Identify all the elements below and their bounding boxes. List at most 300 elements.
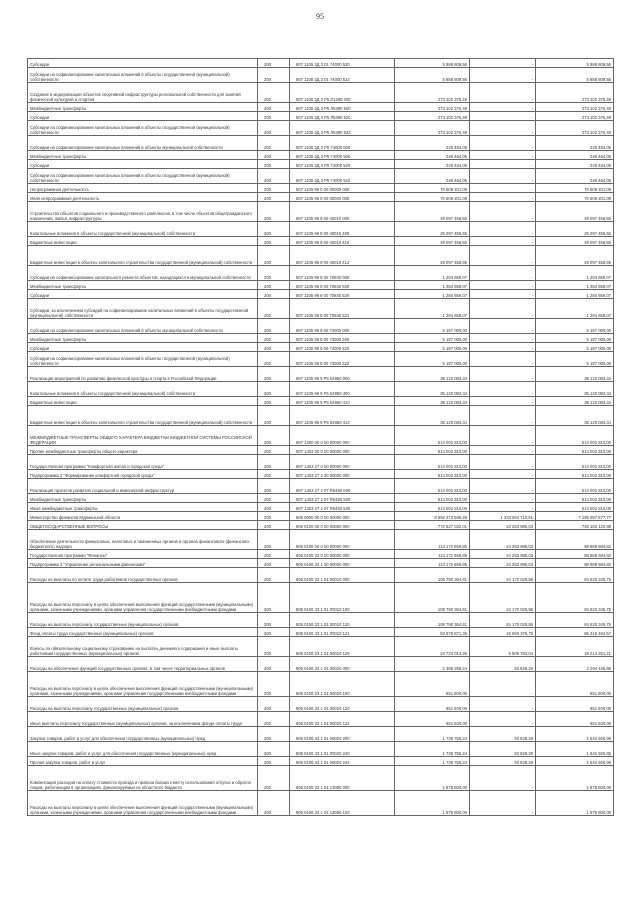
row-classification-code: 807 1105 2Д 3 Р5 Л5390 520 [290, 112, 395, 121]
row-approved-amount: 1 875 600,00 [395, 791, 470, 816]
row-approved-amount: 1 284 659,07 [395, 266, 470, 281]
row-classification-code: 807 1105 99 9 P5 54950 000 [290, 367, 395, 382]
row-line-code: 200 [258, 103, 290, 112]
row-executed-amount: - [470, 479, 536, 494]
row-name: Создание и модернизация объектов спортивной инфраструктуры региональной собственности для занятий физической культурой и спортом [28, 83, 258, 103]
row-executed-amount: - [470, 136, 536, 151]
row-name: Субсидии на софинансирование капитальных вложений в объекты муниципальной собственности [28, 136, 258, 151]
row-executed-amount: - [470, 352, 536, 367]
row-classification-code: 806 0106 33 1 01 00010 129 [290, 637, 395, 657]
row-approved-amount: 514 002 810,00 [395, 470, 470, 479]
page-number: 95 [316, 12, 324, 21]
row-executed-amount: - [470, 503, 536, 512]
row-classification-code: 807 1105 99 9 00 70840 000 [290, 266, 395, 281]
row-approved-amount: 273 102 376,49 [395, 121, 470, 136]
table-row [28, 637, 614, 657]
row-classification-code: 807 1403 27 2 07 R5450 000 [290, 479, 395, 494]
row-name: Субсидии [28, 160, 258, 169]
row-approved-amount: 273 102 376,49 [395, 112, 470, 121]
row-name: Субсидии, за исключением субсидий на софинансирование капитальных вложений в объекты государственной (муниципальной) собственности [28, 299, 258, 319]
row-name: Расходы на выплаты персоналу в целях обеспечения выполнения функций государственными (муниципальными) органами, казенными учреждениями, органами управления государственными внебюджетными фондами [28, 672, 258, 697]
row-unexecuted-amount: 226 484,05 [536, 151, 614, 160]
row-approved-amount: 35 120 083,34 [395, 406, 470, 426]
row-name: Бюджетные инвестиции [28, 397, 258, 406]
row-line-code: 200 [258, 446, 290, 455]
row-approved-amount: 24 724 013,25 [395, 637, 470, 657]
row-executed-amount: - [470, 334, 536, 343]
row-executed-amount: - [470, 446, 536, 455]
row-name: Межбюджетные трансферты [28, 281, 258, 290]
row-line-code: 200 [258, 112, 290, 121]
table-row [28, 136, 614, 151]
row-line-code: 200 [258, 367, 290, 382]
row-unexecuted-amount: 1 875 600,00 [536, 766, 614, 791]
row-name: Субсидии [28, 343, 258, 352]
row-line-code: 200 [258, 455, 290, 470]
row-unexecuted-amount: 1 284 659,07 [536, 281, 614, 290]
row-executed-amount: - [470, 382, 536, 397]
row-classification-code: 807 1403 27 2 00 00000 000 [290, 470, 395, 479]
row-unexecuted-amount: 5 888 809,56 [536, 59, 614, 68]
row-line-code: 200 [258, 246, 290, 266]
row-unexecuted-amount: 7 199 087 877,77 [536, 512, 614, 521]
budget-report-sheet [27, 58, 613, 816]
row-executed-amount: 93 828,29 [470, 657, 536, 672]
row-approved-amount: 226 484,05 [395, 169, 470, 184]
row-classification-code: 807 1105 2Д 3 Р5 74000 500 [290, 151, 395, 160]
row-name: Субсидии на софинансирование капитальных вложений в объекты государственной (муниципальной) собственности [28, 68, 258, 83]
row-unexecuted-amount: 29 097 456,65 [536, 237, 614, 246]
row-executed-amount: - [470, 184, 536, 193]
table-row [28, 299, 614, 319]
table-row [28, 727, 614, 742]
row-executed-amount: - [470, 343, 536, 352]
row-executed-amount: 24 283 985,03 [470, 559, 536, 568]
row-classification-code: 806 0100 00 0 00 00000 000 [290, 521, 395, 530]
row-classification-code: 806 0106 33 1 00 00000 000 [290, 559, 395, 568]
row-line-code: 200 [258, 530, 290, 550]
row-classification-code: 806 0106 33 1 01 00020 240 [290, 742, 395, 757]
row-unexecuted-amount: 5 187 000,00 [536, 343, 614, 352]
row-executed-amount: 24 283 985,03 [470, 530, 536, 550]
row-unexecuted-amount: 35 120 083,34 [536, 397, 614, 406]
row-line-code: 200 [258, 397, 290, 406]
row-executed-amount: - [470, 281, 536, 290]
row-classification-code: 807 1105 99 9 00 00000 000 [290, 193, 395, 202]
row-name: Расходы на выплаты персоналу в целях обеспечения выполнения функций государственными (муниципальными) органами, казенными учреждениями, органами управления государственными внебюджетными фондами [28, 791, 258, 816]
row-line-code: 200 [258, 657, 290, 672]
row-executed-amount: 24 283 985,03 [470, 521, 536, 530]
row-executed-amount: - [470, 367, 536, 382]
row-unexecuted-amount: 273 102 376,49 [536, 121, 614, 136]
table-row [28, 426, 614, 446]
row-classification-code: 806 0106 33 1 01 13080 100 [290, 791, 395, 816]
row-executed-amount: - [470, 791, 536, 816]
row-executed-amount: - [470, 470, 536, 479]
row-line-code: 200 [258, 202, 290, 222]
row-classification-code: 806 0106 00 0 00 00000 000 [290, 530, 395, 550]
row-executed-amount: - [470, 672, 536, 697]
row-name: Расходы на выплаты персоналу в целях обеспечения выполнения функций государственными (муниципальными) органами, казенными учреждениями, органами управления государственными внебюджетными фондами [28, 583, 258, 613]
row-classification-code: 807 1105 99 9 00 74000 500 [290, 334, 395, 343]
row-name: Обеспечение деятельности финансовых, налоговых и таможенных органов и органов финансового (финансово-бюджетного) надзора [28, 530, 258, 550]
row-executed-amount: - [470, 112, 536, 121]
row-line-code: 200 [258, 237, 290, 246]
row-name: Расходы на обеспечение функций государственных органов, в том числе территориальных органов [28, 657, 258, 672]
row-line-code: 200 [258, 334, 290, 343]
row-unexecuted-amount: 226 484,05 [536, 160, 614, 169]
table-row [28, 672, 614, 697]
row-approved-amount: 1 875 600,00 [395, 766, 470, 791]
row-classification-code: 807 1403 27 2 07 R5450 500 [290, 494, 395, 503]
row-name: Прочая закупка товаров, работ и услуг [28, 757, 258, 766]
row-approved-amount: 226 484,05 [395, 136, 470, 151]
table-row [28, 455, 614, 470]
row-executed-amount: - [470, 494, 536, 503]
row-line-code: 200 [258, 68, 290, 83]
table-row [28, 550, 614, 559]
row-unexecuted-amount: 65 316 494,57 [536, 628, 614, 637]
row-classification-code: 807 1105 99 9 P5 54950 410 [290, 397, 395, 406]
row-approved-amount: 29 097 456,65 [395, 246, 470, 266]
row-executed-amount: - [470, 103, 536, 112]
row-executed-amount: 18 660 376,79 [470, 628, 536, 637]
row-classification-code: 807 1105 2Д 3 Р5 Л5390 500 [290, 103, 395, 112]
row-approved-amount: 108 790 364,61 [395, 568, 470, 583]
table-row [28, 446, 614, 455]
row-executed-amount: 93 828,29 [470, 727, 536, 742]
row-unexecuted-amount: 19 214 251,21 [536, 637, 614, 657]
table-row [28, 281, 614, 290]
row-line-code: 200 [258, 343, 290, 352]
row-line-code: 200 [258, 550, 290, 559]
row-name: Реализация проектов развития социальной и инженерной инфраструктур [28, 479, 258, 494]
row-unexecuted-amount: 514 002 810,00 [536, 470, 614, 479]
row-line-code: 200 [258, 406, 290, 426]
row-approved-amount: 108 790 364,61 [395, 583, 470, 613]
table-row [28, 68, 614, 83]
row-line-code: 200 [258, 559, 290, 568]
row-line-code: 200 [258, 637, 290, 657]
row-executed-amount: - [470, 193, 536, 202]
row-name: Иные выплаты персоналу государственных (муниципальных) органов, за исключением фонда оплаты труда [28, 712, 258, 727]
row-name: Министерство финансов Мурманской области [28, 512, 258, 521]
row-name: Субсидии [28, 290, 258, 299]
row-executed-amount: 24 170 028,86 [470, 568, 536, 583]
row-classification-code: 806 0000 00 0 00 00000 000 [290, 512, 395, 521]
row-name: Подпрограмма 3 "Управление региональными финансами" [28, 559, 258, 568]
table-row [28, 382, 614, 397]
table-row [28, 367, 614, 382]
row-executed-amount: 24 170 028,86 [470, 613, 536, 628]
row-line-code: 200 [258, 151, 290, 160]
row-unexecuted-amount: 226 484,05 [536, 136, 614, 151]
row-approved-amount: 5 888 809,56 [395, 68, 470, 83]
row-unexecuted-amount: 273 102 376,49 [536, 83, 614, 103]
row-executed-amount: 5 509 762,04 [470, 637, 536, 657]
row-approved-amount: 514 002 810,00 [395, 503, 470, 512]
row-unexecuted-amount: 514 002 810,00 [536, 479, 614, 494]
table-row [28, 657, 614, 672]
row-approved-amount: 70 609 201,09 [395, 184, 470, 193]
row-line-code: 200 [258, 184, 290, 193]
row-unexecuted-amount: 5 888 809,56 [536, 68, 614, 83]
table-row [28, 151, 614, 160]
row-line-code: 200 [258, 672, 290, 697]
row-approved-amount: 1 284 659,07 [395, 281, 470, 290]
row-approved-amount: 1 284 659,07 [395, 299, 470, 319]
row-approved-amount: 113 172 669,85 [395, 559, 470, 568]
table-row [28, 83, 614, 103]
row-unexecuted-amount: 514 002 810,00 [536, 426, 614, 446]
row-line-code: 200 [258, 470, 290, 479]
row-executed-amount: - [470, 299, 536, 319]
row-unexecuted-amount: 273 102 376,49 [536, 103, 614, 112]
table-row [28, 521, 614, 530]
row-unexecuted-amount: 514 002 810,00 [536, 503, 614, 512]
row-approved-amount: 651 500,00 [395, 697, 470, 712]
row-line-code: 200 [258, 521, 290, 530]
row-unexecuted-amount: 1 642 926,95 [536, 727, 614, 742]
row-name: Субсидии на софинансирование капитального ремонта объектов, находящихся в муниципальной собственности [28, 266, 258, 281]
row-executed-amount: - [470, 83, 536, 103]
row-classification-code: 807 1403 00 0 00 00000 000 [290, 446, 395, 455]
row-approved-amount: 35 120 083,34 [395, 367, 470, 382]
row-executed-amount: 1 333 063 710,51 [470, 512, 536, 521]
row-line-code: 200 [258, 281, 290, 290]
row-name: Государственная программа "Комфортная жилая и городская среда" [28, 455, 258, 470]
row-line-code: 200 [258, 727, 290, 742]
row-line-code: 200 [258, 193, 290, 202]
row-unexecuted-amount: 1 642 926,95 [536, 757, 614, 766]
row-name: Закупка товаров, работ и услуг для обеспечения государственных (муниципальных) нужд [28, 727, 258, 742]
row-name: Строительство объектов социального и производственного комплексов, в том числе объектов общегражданского назначения, жилья, инфраструктуры [28, 202, 258, 222]
row-name: Межбюджетные трансферты [28, 494, 258, 503]
table-row [28, 290, 614, 299]
row-name: Субсидии на софинансирование капитальных вложений в объекты муниципальной собственности [28, 319, 258, 334]
table-row [28, 470, 614, 479]
table-row [28, 169, 614, 184]
row-line-code: 200 [258, 136, 290, 151]
row-unexecuted-amount: 2 294 426,95 [536, 657, 614, 672]
row-approved-amount: 108 790 364,61 [395, 613, 470, 628]
row-line-code: 200 [258, 712, 290, 727]
row-line-code: 200 [258, 479, 290, 494]
row-line-code: 200 [258, 512, 290, 521]
row-approved-amount: 1 736 755,24 [395, 757, 470, 766]
row-executed-amount: - [470, 766, 536, 791]
row-approved-amount: 2 388 255,24 [395, 657, 470, 672]
table-row [28, 628, 614, 637]
row-name: ОБЩЕГОСУДАРСТВЕННЫЕ ВОПРОСЫ [28, 521, 258, 530]
row-line-code: 200 [258, 583, 290, 613]
row-line-code: 200 [258, 494, 290, 503]
row-approved-amount: 514 002 810,00 [395, 494, 470, 503]
row-unexecuted-amount: 84 620 345,75 [536, 583, 614, 613]
row-classification-code: 806 0106 33 1 01 00010 000 [290, 568, 395, 583]
table-row [28, 568, 614, 583]
row-unexecuted-amount: 35 120 083,34 [536, 367, 614, 382]
table-row [28, 59, 614, 68]
table-row [28, 791, 614, 816]
row-classification-code: 807 1105 99 9 P5 54950 400 [290, 382, 395, 397]
row-name: Субсидии [28, 112, 258, 121]
row-approved-amount: 29 097 456,65 [395, 202, 470, 222]
row-approved-amount: 5 187 000,00 [395, 319, 470, 334]
row-executed-amount: - [470, 151, 536, 160]
row-classification-code: 806 0106 33 1 01 00020 200 [290, 727, 395, 742]
table-row [28, 103, 614, 112]
table-row [28, 494, 614, 503]
row-line-code: 200 [258, 766, 290, 791]
table-row [28, 742, 614, 757]
table-row [28, 697, 614, 712]
table-row [28, 184, 614, 193]
table-row [28, 613, 614, 628]
row-classification-code: 806 0106 33 1 01 00020 244 [290, 757, 395, 766]
row-classification-code: 807 1105 2Д 3 Р5 74000 520 [290, 160, 395, 169]
row-executed-amount: - [470, 397, 536, 406]
row-classification-code: 807 1400 00 0 00 00000 000 [290, 426, 395, 446]
row-executed-amount: - [470, 697, 536, 712]
row-unexecuted-amount: 84 620 345,75 [536, 613, 614, 628]
row-executed-amount: - [470, 59, 536, 68]
row-name: Межбюджетные трансферты [28, 103, 258, 112]
row-unexecuted-amount: 88 888 684,82 [536, 559, 614, 568]
row-line-code: 200 [258, 299, 290, 319]
row-unexecuted-amount: 514 002 810,00 [536, 494, 614, 503]
row-executed-amount: - [470, 222, 536, 237]
row-unexecuted-amount: 35 120 083,34 [536, 406, 614, 426]
row-name: Прочие межбюджетные трансферты общего характера [28, 446, 258, 455]
table-row [28, 766, 614, 791]
row-executed-amount: - [470, 160, 536, 169]
row-executed-amount: - [470, 455, 536, 470]
table-row [28, 583, 614, 613]
row-line-code: 200 [258, 791, 290, 816]
row-executed-amount: 93 828,29 [470, 757, 536, 766]
row-approved-amount: 651 500,00 [395, 712, 470, 727]
budget-execution-table [27, 58, 614, 816]
row-line-code: 200 [258, 121, 290, 136]
row-approved-amount: 1 736 755,24 [395, 742, 470, 757]
row-unexecuted-amount: 5 187 000,00 [536, 319, 614, 334]
row-approved-amount: 514 002 810,00 [395, 446, 470, 455]
row-executed-amount: - [470, 712, 536, 727]
row-classification-code: 806 0106 33 1 01 00010 100 [290, 583, 395, 613]
row-line-code: 200 [258, 319, 290, 334]
row-line-code: 200 [258, 613, 290, 628]
row-name: Бюджетные инвестиции в объекты капитального строительства государственной (муниципальной) собственности [28, 246, 258, 266]
row-classification-code: 807 1105 99 9 00 40010 000 [290, 202, 395, 222]
row-unexecuted-amount: 5 187 000,00 [536, 334, 614, 343]
row-unexecuted-amount: 514 002 810,00 [536, 446, 614, 455]
row-executed-amount: - [470, 169, 536, 184]
table-row [28, 202, 614, 222]
row-unexecuted-amount: 1 284 659,07 [536, 299, 614, 319]
table-row [28, 121, 614, 136]
table-row [28, 319, 614, 334]
row-approved-amount: 5 187 000,00 [395, 343, 470, 352]
table-row [28, 352, 614, 367]
row-approved-amount: 29 097 456,65 [395, 222, 470, 237]
row-approved-amount: 5 187 000,00 [395, 352, 470, 367]
row-unexecuted-amount: 29 097 456,65 [536, 202, 614, 222]
row-approved-amount: 514 002 810,00 [395, 455, 470, 470]
row-classification-code: 807 1105 99 9 00 74000 520 [290, 343, 395, 352]
table-row [28, 266, 614, 281]
table-row [28, 222, 614, 237]
row-unexecuted-amount: 651 500,00 [536, 712, 614, 727]
table-row [28, 112, 614, 121]
row-line-code: 200 [258, 160, 290, 169]
row-classification-code: 807 1105 99 9 00 74000 522 [290, 352, 395, 367]
row-approved-amount: 83 976 871,36 [395, 628, 470, 637]
table-body [28, 59, 614, 816]
table-row [28, 757, 614, 766]
row-name: Межбюджетные трансферты [28, 334, 258, 343]
table-row [28, 559, 614, 568]
row-classification-code: 807 1105 99 9 00 74000 000 [290, 319, 395, 334]
row-unexecuted-amount: 35 120 083,34 [536, 382, 614, 397]
row-unexecuted-amount: 5 187 000,00 [536, 352, 614, 367]
row-approved-amount: 651 500,00 [395, 672, 470, 697]
row-unexecuted-amount: 88 888 684,82 [536, 530, 614, 550]
row-approved-amount: 514 002 810,00 [395, 426, 470, 446]
row-name: Компенсация расходов на оплату стоимости проезда и провоза багажа к месту использования отпуска и обратно лицам, работающим в организациях, финансируемых из областного бюджета [28, 766, 258, 791]
row-unexecuted-amount: 651 500,00 [536, 697, 614, 712]
row-unexecuted-amount: 273 102 376,49 [536, 112, 614, 121]
row-unexecuted-amount: 84 620 345,75 [536, 568, 614, 583]
row-approved-amount: 5 888 809,56 [395, 59, 470, 68]
row-classification-code: 807 1105 2Д 3 Р5 74000 522 [290, 169, 395, 184]
table-row [28, 397, 614, 406]
row-line-code: 200 [258, 352, 290, 367]
table-row [28, 712, 614, 727]
row-name: Государственная программа "Финансы" [28, 550, 258, 559]
table-row [28, 343, 614, 352]
row-classification-code: 806 0106 33 1 01 00020 122 [290, 712, 395, 727]
row-classification-code: 807 1105 99 9 00 70840 500 [290, 281, 395, 290]
row-executed-amount: 24 170 028,86 [470, 583, 536, 613]
row-executed-amount: - [470, 202, 536, 222]
row-line-code: 200 [258, 426, 290, 446]
row-executed-amount: - [470, 406, 536, 426]
row-classification-code: 807 1105 99 9 00 40010 400 [290, 222, 395, 237]
row-name: Капитальные вложения в объекты государственной (муниципальной) собственности [28, 382, 258, 397]
row-classification-code: 807 1403 27 2 07 R5450 540 [290, 503, 395, 512]
table-row [28, 479, 614, 494]
row-classification-code: 807 1105 2Д 3 Р5 74000 000 [290, 136, 395, 151]
row-line-code: 200 [258, 290, 290, 299]
row-line-code: 200 [258, 382, 290, 397]
row-executed-amount: - [470, 290, 536, 299]
row-line-code: 200 [258, 628, 290, 637]
row-line-code: 200 [258, 83, 290, 103]
row-classification-code: 807 1105 2Д 3 Р5 Л1290 000 [290, 83, 395, 103]
row-classification-code: 807 1105 2Д 3 01 74000 522 [290, 68, 395, 83]
row-approved-amount: 113 172 669,85 [395, 530, 470, 550]
table-row [28, 512, 614, 521]
row-approved-amount: 1 284 659,07 [395, 290, 470, 299]
row-classification-code: 807 1105 99 9 00 40010 414 [290, 246, 395, 266]
row-approved-amount: 35 120 083,34 [395, 382, 470, 397]
row-name: Подпрограмма 2 "Формирование комфортной городской среды" [28, 470, 258, 479]
row-name: Иная непрограммная деятельность [28, 193, 258, 202]
row-unexecuted-amount: 651 500,00 [536, 672, 614, 697]
row-unexecuted-amount: 70 609 201,09 [536, 184, 614, 193]
row-approved-amount: 226 484,05 [395, 151, 470, 160]
